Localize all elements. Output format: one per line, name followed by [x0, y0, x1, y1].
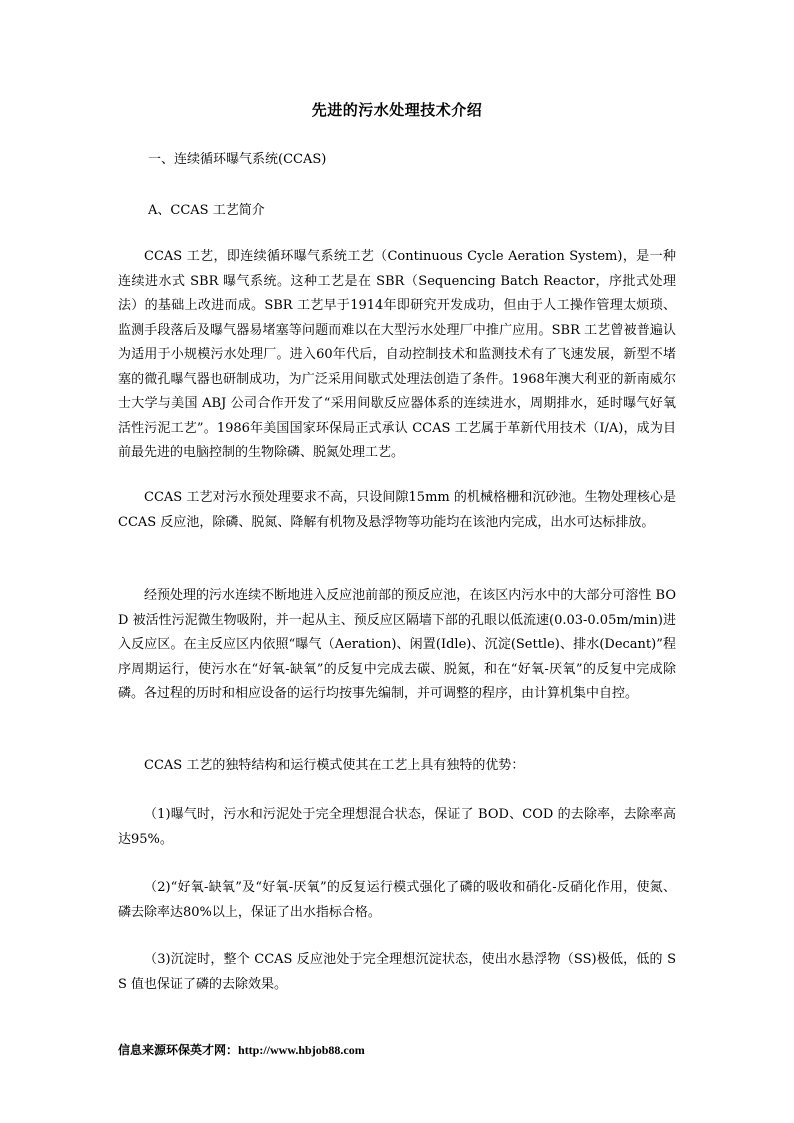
- paragraph-process-flow: 经预处理的污水连续不断地进入反应池前部的预反应池，在该区内污水中的大部分可溶性 BOD 被活性污泥微生物吸附，并一起从主、预反应区隔墙下部的孔眼以低流速(0.03-0.05m/min)进入反应区。在主反应区内依照“曝气（Aeration)、闲置(Idle)、沉淀(Settle)、排水(Decant)”程序周期运行，使污水在“好氧-缺氧”的反复中完成去碳、脱氮，和在“好氧-厌氧”的反复中完成除磷。各过程的历时和相应设备的运行均按事先编制，并可调整的程序，由计算机集中自控。: [118, 588, 676, 701]
- source-footer: [118, 1042, 365, 1058]
- paragraph-advantages-intro: CCAS 工艺的独特结构和运行模式使其在工艺上具有独特的优势：: [144, 758, 525, 773]
- subsection-heading: A、CCAS 工艺简介: [148, 203, 265, 218]
- paragraph-pretreatment: CCAS 工艺对污水预处理要求不高，只设间隙15mm 的机械格栅和沉砂池。生物处理核心是 CCAS 反应池，除磷、脱氮、降解有机物及悬浮物等功能均在该池内完成，出水可达标排放。: [118, 490, 676, 530]
- document-title: 先进的污水处理技术介绍: [311, 101, 483, 119]
- footer-url-link[interactable]: http://www.hbjob88.com: [238, 1043, 365, 1057]
- paragraph-ccas-intro: CCAS 工艺，即连续循环曝气系统工艺（Continuous Cycle Aeration System)，是一种连续进水式 SBR 曝气系统。这种工艺是在 SBR（Sequencing Batch Reactor，序批式处理法）的基础上改进而成。SBR 工艺早于1914年即研究开发成功，但由于人工操作管理太烦琐、监测手段落后及曝气器易堵塞等问题而难以在大型污水处理厂中推广应用。SBR 工艺曾被普遍认为适用于小规模污水处理厂。进入60年代后，自动控制技术和监测技术有了飞速发展，新型不堵塞的微孔曝气器也研制成功，为广泛采用间歇式处理法创造了条件。1968年澳大利亚的新南威尔士大学与美国 ABJ 公司合作开发了“采用间歇反应器体系的连续进水，周期排水，延时曝气好氧活性污泥工艺”。1986年美国国家环保局正式承认 CCAS 工艺属于革新代用技术（I/A)，成为目前最先进的电脑控制的生物除磷、脱氮处理工艺。: [118, 249, 676, 460]
- paragraph-advantage-3: （3)沉淀时，整个 CCAS 反应池处于完全理想沉淀状态，使出水悬浮物（SS)极低，低的 SS 值也保证了磷的去除效果。: [118, 952, 676, 992]
- footer-label: 信息来源环保英才网：: [118, 1043, 239, 1057]
- paragraph-advantage-2: （2)“好氧-缺氧”及“好氧-厌氧”的反复运行模式强化了磷的吸收和硝化-反硝化作用，使氮、磷去除率达80%以上，保证了出水指标合格。: [118, 880, 676, 920]
- section-heading: 一、连续循环曝气系统(CCAS): [148, 152, 327, 167]
- paragraph-advantage-1: （1)曝气时，污水和污泥处于完全理想混合状态，保证了 BOD、COD 的去除率，去除率高达95%。: [118, 807, 676, 847]
